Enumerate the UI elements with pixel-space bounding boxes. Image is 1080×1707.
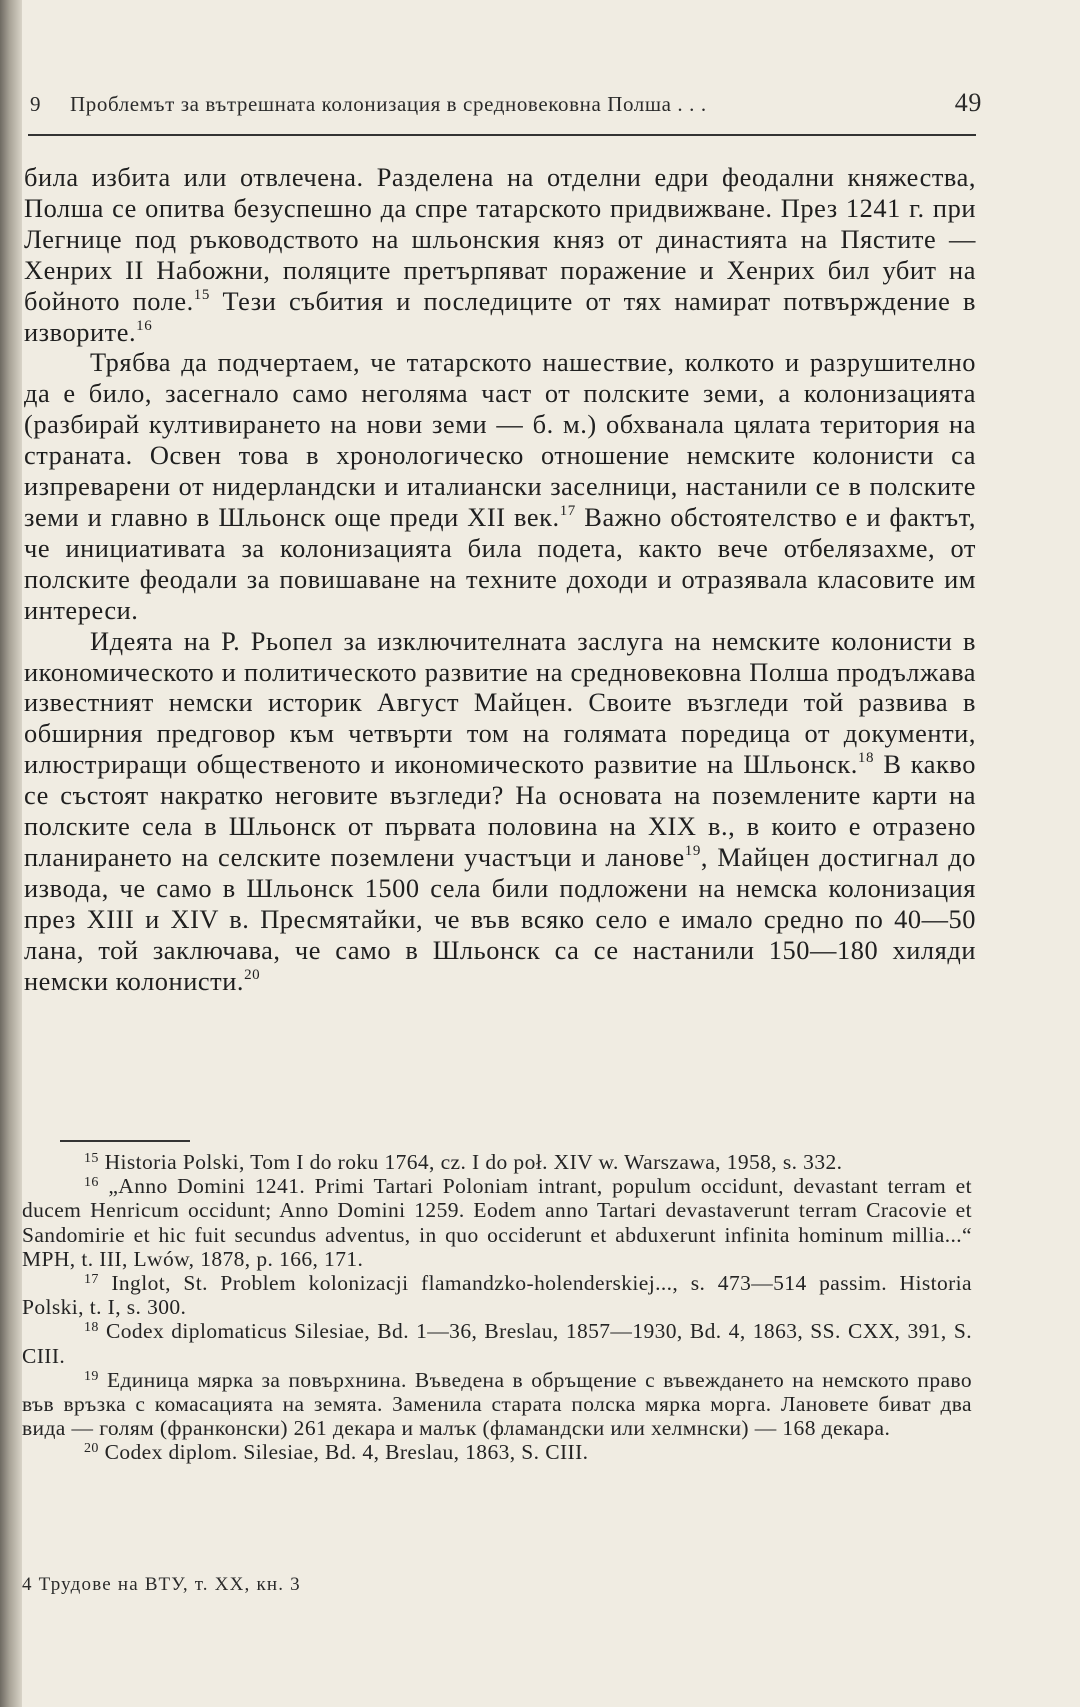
footnote-number: 15 [84,1151,99,1166]
footnote-text: Historia Polski, Tom I do roku 1764, cz. I do poł. XIV w. Warszawa, 1958, s. 332. [104,1150,843,1174]
header-left-number: 9 [30,92,42,116]
footnote-ref-20: 20 [244,966,261,983]
paragraph-2-text-b: Важно обстоятелство е и фактът, че инициативата за колонизацията била подета, както вече отбелязахме, от полските феодали за повишаване на техните доходи и отразявала класовите им интереси. [24,501,976,625]
footnote-18 [22,1319,972,1367]
footnote-15 [22,1150,972,1174]
footnote-text: Единица мярка за повърхнина. Въведена в обръщение с въвеждането на немското право във връзка с комасацията на земята. Заменила старата полска мярка морга. Лановете биват два вида — голям (франконски) 261 декара и малък (фламандски или хелмнски) — 168 декара. [22,1367,972,1441]
footnote-text: Codex diplomaticus Silesiae, Bd. 1—36, Breslau, 1857—1930, Bd. 4, 1863, SS. CXX, 391, S. CIII. [22,1319,972,1368]
footnote-text: Inglot, St. Problem kolonizacji flamandzko-holenderskiej..., s. 473—514 passim. Historia Polski, t. I, s. 300. [22,1271,972,1320]
header-rule [28,134,976,136]
footnote-number: 18 [84,1320,99,1336]
paragraph-3-text-b: В какво се състоят накратко неговите възгледи? На основата на поземлените карти на полските села в Шльонск от първата половина на XIX в., в които е отразено планирането на селските поземлени участъци и ланове [24,749,976,872]
footnote-text: „Anno Domini 1241. Primi Tartari Poloniam intrant, populum occidunt, devastant terram et ducem Henricum occidunt; Anno Domini 1259. Eodem anno Tartari devastaverunt terram Cracovie et Sandomirie et hic fuit secundus adventus, in quo occiderunt et abduxerunt infinita hominum millia...“ МРН, t. III, Lwów, 1878, p. 166, 171. [22,1174,972,1271]
paragraph-1-text-a: била избита или отвлечена. Разделена на отделни едри феодални княжества, Полша се опитва безуспешно да спре татарското придвижване. През 1241 г. при Легнице под ръководството на шльонския княз от династията на Пястите — Хенрих II Набожни, поляците претърпяват поражение и Хенрих бил убит на бойното поле. [24,162,976,316]
paragraph-1-text-b: Тези събития и последиците от тях намират потвърждение в изворите. [24,285,976,347]
paragraph-1 [24,162,976,347]
footnote-ref-16: 16 [136,317,153,334]
footnote-number: 16 [84,1175,99,1191]
signature-mark: 4 Трудове на ВТУ, т. XX, кн. 3 [22,1574,301,1595]
running-header [30,88,982,128]
main-text [24,162,976,996]
paragraph-2-text-a: Трябва да подчертаем, че татарското нашествие, колкото и разрушително да е било, засегнало само неголяма част от полските земи, а колонизацията (разбирай култивирането на нови земи — б. м.) обхванала цялата територия на страната. Освен това в хронологическо отношение немските колонисти са изпреварени от нидерландски и италиански заселници, настанили се в полските земи и главно в Шльонск още преди XII век. [24,347,976,532]
footnote-ref-19: 19 [684,842,701,859]
footnote-rule [60,1140,190,1142]
footnote-19 [22,1368,972,1441]
footnote-number: 17 [84,1272,99,1288]
footnote-ref-17: 17 [559,502,576,519]
footnote-ref-15: 15 [193,286,210,303]
page-number: 49 [954,88,982,117]
footnote-number: 20 [84,1441,99,1457]
footnotes [22,1150,972,1465]
footnote-text: Codex diplom. Silesiae, Bd. 4, Breslau, 1863, S. CIII. [104,1440,589,1465]
footnote-16 [22,1174,972,1271]
paragraph-3-text-c: , Майцен достигнал до извода, че само в Шльонск 1500 села били подложени на немска колонизация през XIII и XIV в. Пресмятайки, че във всяко село е имало средно по 40—50 лана, той заключава, че само в Шльонск са се настанили 150—180 хиляди немски колонисти. [24,841,977,996]
footnote-number: 19 [84,1368,99,1384]
paragraph-3-text-a: Идеята на Р. Рьопел за изключителната заслуга на немските колонисти в икономическото и политическото развитие на средновековна Полша продължава известният немски историк Август Майцен. Своите възгледи той развива в обширния предговор към четвърти том на голямата поредица от документи, илюстриращи общественото и икономическото развитие на Шльонск. [24,625,976,780]
paragraph-2 [24,347,976,625]
running-title: Проблемът за вътрешната колонизация в средновековна Полша . . . [70,92,707,116]
footnote-17 [22,1271,972,1319]
footnote-ref-18: 18 [857,750,875,767]
paragraph-3 [24,626,976,997]
footnote-20 [22,1440,972,1464]
